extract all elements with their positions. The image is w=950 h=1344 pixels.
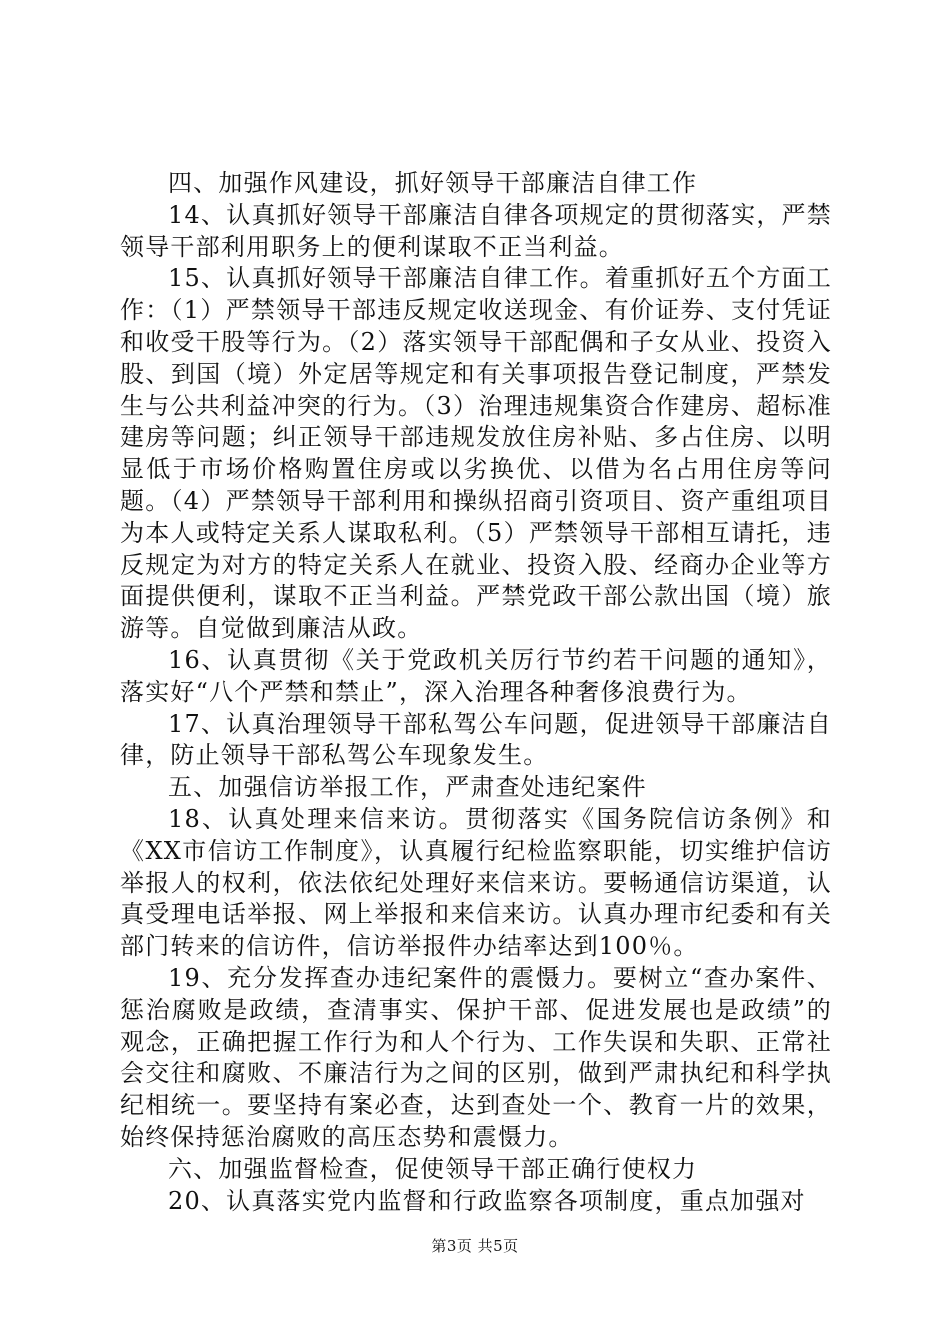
paragraph-16: 16、认真贯彻《关于党政机关厉行节约若干问题的通知》，落实好“八个严禁和禁止”，深入治理各种奢侈浪费行为。 <box>120 645 832 706</box>
paragraph-20: 20、认真落实党内监督和行政监察各项制度，重点加强对 <box>168 1186 806 1215</box>
section-heading-6: 六、加强监督检查，促使领导干部正确行使权力 <box>168 1154 698 1183</box>
page-number-footer: 第3页 共5页 <box>431 1237 519 1255</box>
section-heading-5: 五、加强信访举报工作，严肃查处违纪案件 <box>168 773 647 802</box>
paragraph-17: 17、认真治理领导干部私驾公车问题，促进领导干部廉洁自律，防止领导干部私驾公车现象发生。 <box>120 709 832 770</box>
paragraph-14: 14、认真抓好领导干部廉洁自律各项规定的贯彻落实，严禁领导干部利用职务上的便利谋取不正当利益。 <box>120 200 832 261</box>
paragraph-18: 18、认真处理来信来访。贯彻落实《国务院信访条例》和《XX市信访工作制度》，认真履行纪检监察职能，切实维护信访举报人的权利，依法依纪处理好来信来访。要畅通信访渠道，认真受理电话举报、网上举报和来信来访。认真办理市纪委和有关部门转来的信访件，信访举报件办结率达到100％。 <box>120 804 832 961</box>
paragraph-19: 19、充分发挥查办违纪案件的震慑力。要树立“查办案件、惩治腐败是政绩，查清事实、保护干部、促进发展也是政绩”的观念，正确把握工作行为和人个行为、工作失误和失职、正常社会交往和腐败、不廉洁行为之间的区别，做到严肃执纪和科学执纪相统一。要坚持有案必查，达到查处一个、教育一片的效果，始终保持惩治腐败的高压态势和震慑力。 <box>120 963 832 1151</box>
section-heading-4: 四、加强作风建设，抓好领导干部廉洁自律工作 <box>168 169 698 197</box>
paragraph-15: 15、认真抓好领导干部廉洁自律工作。着重抓好五个方面工作：（1）严禁领导干部违反规定收送现金、有价证券、支付凭证和收受干股等行为。（2）落实领导干部配偶和子女从业、投资入股、到国（境）外定居等规定和有关事项报告登记制度，严禁发生与公共利益冲突的行为。（3）治理违规集资合作建房、超标准建房等问题；纠正领导干部违规发放住房补贴、多占住房、以明显低于市场价格购置住房或以劣换优、以借为名占用住房等问题。（4）严禁领导干部利用和操纵招商引资项目、资产重组项目为本人或特定关系人谋取私利。（5）严禁领导干部相互请托，违反规定为对方的特定关系人在就业、投资入股、经商办企业等方面提供便利，谋取不正当利益。严禁党政干部公款出国（境）旅游等。自觉做到廉洁从政。 <box>120 264 832 643</box>
document-body <box>120 168 832 1217</box>
